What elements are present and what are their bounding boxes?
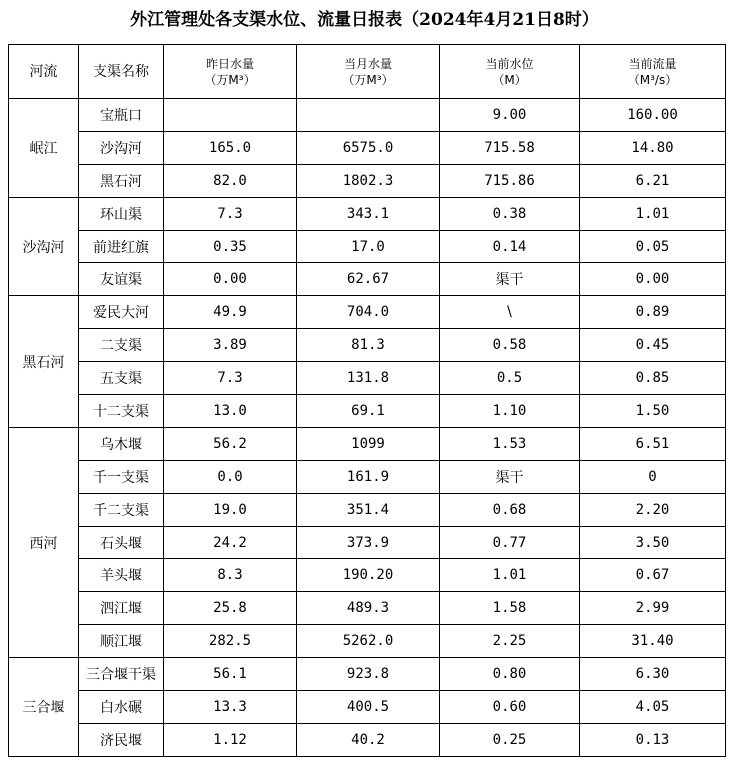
canal-name-cell: 千二支渠 — [79, 493, 164, 526]
canal-name-cell: 泗江堰 — [79, 592, 164, 625]
yesterday-volume-cell: 7.3 — [164, 362, 297, 395]
yesterday-volume-cell: 0.0 — [164, 460, 297, 493]
water-level-cell: 2.25 — [440, 625, 580, 658]
flow-rate-cell: 0.67 — [580, 559, 726, 592]
flow-rate-cell: 3.50 — [580, 526, 726, 559]
canal-name-cell: 羊头堰 — [79, 559, 164, 592]
month-volume-cell: 161.9 — [297, 460, 440, 493]
month-volume-cell: 190.20 — [297, 559, 440, 592]
month-volume-cell: 373.9 — [297, 526, 440, 559]
water-level-cell: 0.38 — [440, 197, 580, 230]
flow-rate-cell: 0.45 — [580, 329, 726, 362]
month-volume-cell: 923.8 — [297, 658, 440, 691]
flow-rate-cell: 2.99 — [580, 592, 726, 625]
canal-name-cell: 石头堰 — [79, 526, 164, 559]
flow-rate-cell: 6.21 — [580, 164, 726, 197]
canal-name-cell: 十二支渠 — [79, 395, 164, 428]
yesterday-volume-cell: 19.0 — [164, 493, 297, 526]
yesterday-volume-cell: 3.89 — [164, 329, 297, 362]
yesterday-volume-cell: 1.12 — [164, 723, 297, 756]
flow-rate-cell: 0 — [580, 460, 726, 493]
flow-rate-cell: 0.00 — [580, 263, 726, 296]
yesterday-volume-cell: 13.0 — [164, 395, 297, 428]
river-cell: 沙沟河 — [9, 197, 79, 296]
canal-name-cell: 白水碾 — [79, 691, 164, 724]
month-volume-cell: 62.67 — [297, 263, 440, 296]
month-volume-cell: 131.8 — [297, 362, 440, 395]
flow-rate-cell: 6.30 — [580, 658, 726, 691]
water-level-cell: 0.58 — [440, 329, 580, 362]
month-volume-cell: 81.3 — [297, 329, 440, 362]
table-row — [9, 99, 726, 132]
canal-name-cell: 千一支渠 — [79, 460, 164, 493]
water-level-cell: 0.5 — [440, 362, 580, 395]
water-level-cell: 0.77 — [440, 526, 580, 559]
yesterday-volume-cell: 282.5 — [164, 625, 297, 658]
month-volume-cell: 69.1 — [297, 395, 440, 428]
river-cell: 黑石河 — [9, 296, 79, 428]
table-row — [9, 460, 726, 493]
month-volume-cell: 1802.3 — [297, 164, 440, 197]
water-level-cell: 0.25 — [440, 723, 580, 756]
flow-rate-cell: 0.05 — [580, 230, 726, 263]
flow-rate-cell: 1.01 — [580, 197, 726, 230]
yesterday-volume-cell: 0.00 — [164, 263, 297, 296]
water-level-cell: 715.58 — [440, 131, 580, 164]
water-level-cell: 0.60 — [440, 691, 580, 724]
month-volume-cell: 5262.0 — [297, 625, 440, 658]
canal-name-cell: 环山渠 — [79, 197, 164, 230]
canal-name-cell: 三合堰干渠 — [79, 658, 164, 691]
flow-rate-cell: 1.50 — [580, 395, 726, 428]
header-yesterday: 昨日水量 （万M³） — [164, 45, 297, 99]
water-level-cell: 0.80 — [440, 658, 580, 691]
header-row — [9, 45, 726, 99]
month-volume-cell: 17.0 — [297, 230, 440, 263]
month-volume-cell: 6575.0 — [297, 131, 440, 164]
flow-rate-cell: 31.40 — [580, 625, 726, 658]
header-river: 河流 — [9, 45, 79, 99]
table-row — [9, 296, 726, 329]
canal-name-cell: 沙沟河 — [79, 131, 164, 164]
yesterday-volume-cell: 82.0 — [164, 164, 297, 197]
table-row — [9, 526, 726, 559]
header-month: 当月水量 （万M³） — [297, 45, 440, 99]
water-level-cell: 渠干 — [440, 460, 580, 493]
canal-name-cell: 宝瓶口 — [79, 99, 164, 132]
month-volume-cell: 704.0 — [297, 296, 440, 329]
water-level-cell: 1.01 — [440, 559, 580, 592]
report-body — [9, 99, 726, 757]
table-row — [9, 625, 726, 658]
month-volume-cell — [297, 99, 440, 132]
table-row — [9, 658, 726, 691]
canal-name-cell: 前进红旗 — [79, 230, 164, 263]
river-cell: 三合堰 — [9, 658, 79, 757]
yesterday-volume-cell: 56.2 — [164, 427, 297, 460]
yesterday-volume-cell: 25.8 — [164, 592, 297, 625]
yesterday-volume-cell: 8.3 — [164, 559, 297, 592]
river-cell: 岷江 — [9, 99, 79, 198]
water-level-cell: 715.86 — [440, 164, 580, 197]
flow-rate-cell: 2.20 — [580, 493, 726, 526]
water-level-cell: 0.68 — [440, 493, 580, 526]
yesterday-volume-cell: 0.35 — [164, 230, 297, 263]
month-volume-cell: 351.4 — [297, 493, 440, 526]
yesterday-volume-cell: 49.9 — [164, 296, 297, 329]
yesterday-volume-cell: 7.3 — [164, 197, 297, 230]
yesterday-volume-cell: 56.1 — [164, 658, 297, 691]
river-cell: 西河 — [9, 427, 79, 657]
flow-rate-cell: 4.05 — [580, 691, 726, 724]
flow-rate-cell: 0.13 — [580, 723, 726, 756]
header-flow: 当前流量 （M³/s） — [580, 45, 726, 99]
yesterday-volume-cell: 165.0 — [164, 131, 297, 164]
canal-name-cell: 乌木堰 — [79, 427, 164, 460]
header-level: 当前水位 （M） — [440, 45, 580, 99]
table-row — [9, 395, 726, 428]
canal-name-cell: 爱民大河 — [79, 296, 164, 329]
table-row — [9, 362, 726, 395]
table-row — [9, 427, 726, 460]
flow-rate-cell: 6.51 — [580, 427, 726, 460]
table-row — [9, 559, 726, 592]
water-level-cell: 渠干 — [440, 263, 580, 296]
yesterday-volume-cell: 24.2 — [164, 526, 297, 559]
report-table — [8, 44, 726, 757]
canal-name-cell: 济民堰 — [79, 723, 164, 756]
water-level-cell: 1.10 — [440, 395, 580, 428]
yesterday-volume-cell — [164, 99, 297, 132]
table-row — [9, 131, 726, 164]
water-level-cell: 9.00 — [440, 99, 580, 132]
canal-name-cell: 顺江堰 — [79, 625, 164, 658]
report-title: 外江管理处各支渠水位、流量日报表（2024年4月21日8时） — [130, 10, 599, 30]
table-row — [9, 197, 726, 230]
month-volume-cell: 489.3 — [297, 592, 440, 625]
water-level-cell: 1.58 — [440, 592, 580, 625]
flow-rate-cell: 0.89 — [580, 296, 726, 329]
canal-name-cell: 二支渠 — [79, 329, 164, 362]
water-level-cell: \ — [440, 296, 580, 329]
month-volume-cell: 1099 — [297, 427, 440, 460]
table-row — [9, 329, 726, 362]
flow-rate-cell: 160.00 — [580, 99, 726, 132]
canal-name-cell: 友谊渠 — [79, 263, 164, 296]
canal-name-cell: 五支渠 — [79, 362, 164, 395]
table-row — [9, 723, 726, 756]
canal-name-cell: 黑石河 — [79, 164, 164, 197]
water-level-cell: 1.53 — [440, 427, 580, 460]
month-volume-cell: 343.1 — [297, 197, 440, 230]
table-row — [9, 691, 726, 724]
table-row — [9, 263, 726, 296]
header-canal: 支渠名称 — [79, 45, 164, 99]
month-volume-cell: 400.5 — [297, 691, 440, 724]
table-row — [9, 493, 726, 526]
table-row — [9, 592, 726, 625]
month-volume-cell: 40.2 — [297, 723, 440, 756]
flow-rate-cell: 14.80 — [580, 131, 726, 164]
table-row — [9, 164, 726, 197]
flow-rate-cell: 0.85 — [580, 362, 726, 395]
table-row — [9, 230, 726, 263]
water-level-cell: 0.14 — [440, 230, 580, 263]
yesterday-volume-cell: 13.3 — [164, 691, 297, 724]
